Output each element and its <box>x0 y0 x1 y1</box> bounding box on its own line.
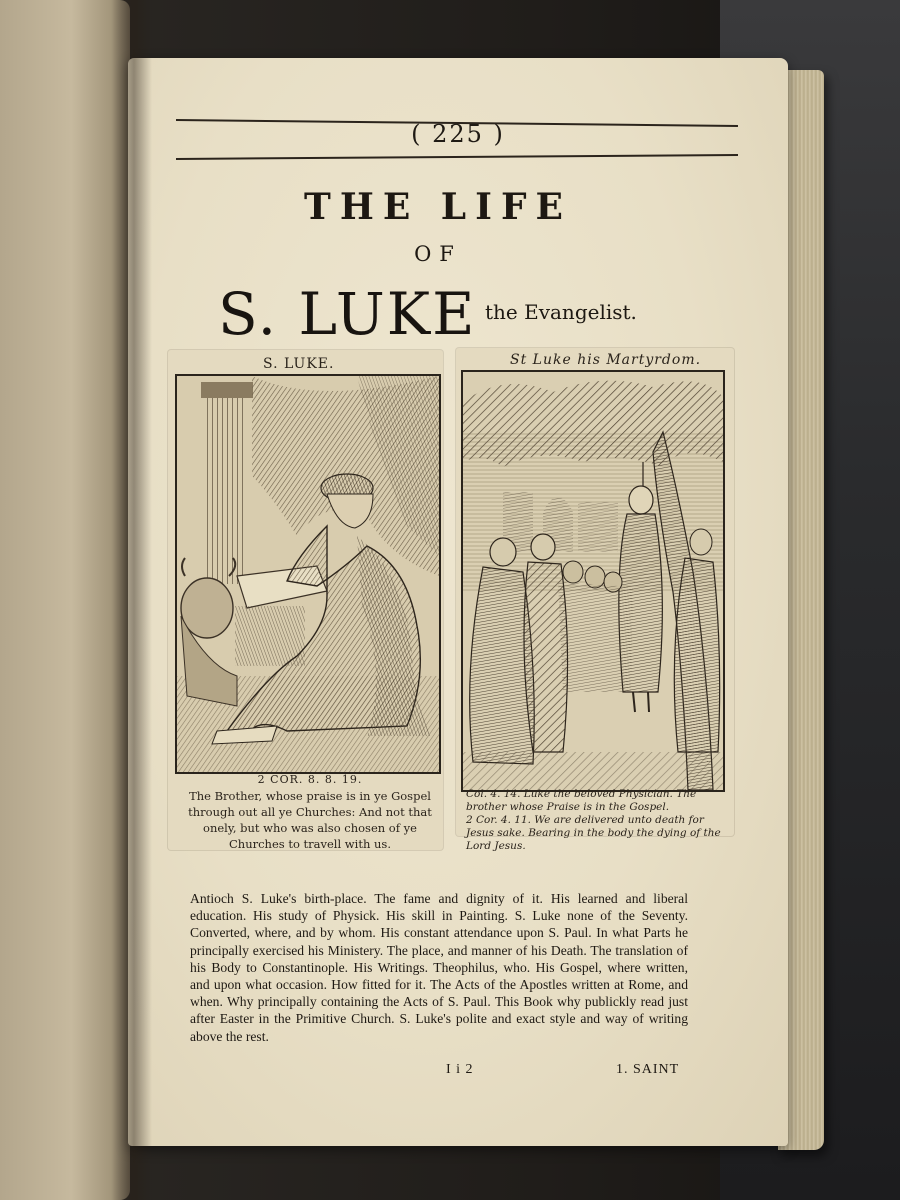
left-plate-caption <box>180 772 440 852</box>
title-line-3: S. LUKE <box>218 280 477 348</box>
signature-mark: I i 2 <box>446 1062 474 1077</box>
engraving-st-luke <box>175 374 441 774</box>
left-plate-reference: 2 COR. 8. 8. 19. <box>257 773 363 786</box>
title-suffix: the Evangelist. <box>485 300 637 324</box>
summary-text: Antioch S. Luke's birth-place. The fame and dignity of it. His learned and liberal education. His study of Physick. His skill in Painting. S. Luke none of the Seventy. Converted, where, and by whom. His constant attendance upon S. Paul. In what Parts he principally exercised his Ministery. The place, and manner of his Death. The translation of his Body to Constantinople. His Writings. Theophilus, who. His Gospel, where written, and upon what occasion. How fitted for it. The Acts of the Apostles written at Rome, and when. Why principally containing the Acts of S. Paul. This Book why publickly read just after Easter in the Primitive Church. S. Luke's polite and exact style and way of writing above the rest. <box>190 891 688 1044</box>
st-luke-engraving-image <box>177 376 439 772</box>
title-line-1: THE LIFE <box>304 186 572 228</box>
catchword: 1. SAINT <box>616 1062 680 1077</box>
left-facing-page <box>0 0 130 1200</box>
gutter-shadow <box>112 0 152 1200</box>
left-plate-title: S. LUKE. <box>263 356 335 372</box>
engraving-martyrdom <box>461 370 725 792</box>
header-rule-bottom <box>176 154 738 160</box>
right-plate-verse-2: 2 Cor. 4. 11. We are delivered unto death for Jesus sake. Bearing in the body the dying of the Lord Jesus. <box>466 814 721 852</box>
chapter-summary <box>190 890 688 1045</box>
left-plate-verse: The Brother, whose praise is in ye Gospel through out all ye Churches: And not that onely, but who was also chosen of ye Churches to travell with us. <box>188 789 432 851</box>
book-page <box>128 58 788 1146</box>
title-line-2: OF <box>414 242 462 266</box>
right-plate-title: St Luke his Martyrdom. <box>510 352 702 368</box>
page-number: ( 225 ) <box>411 120 505 148</box>
right-plate-verse-1: Col. 4. 14. Luke the beloved Physician. The brother whose Praise is in the Gospel. <box>466 788 697 813</box>
martyrdom-engraving-image <box>463 372 723 790</box>
right-plate-caption <box>466 788 728 853</box>
